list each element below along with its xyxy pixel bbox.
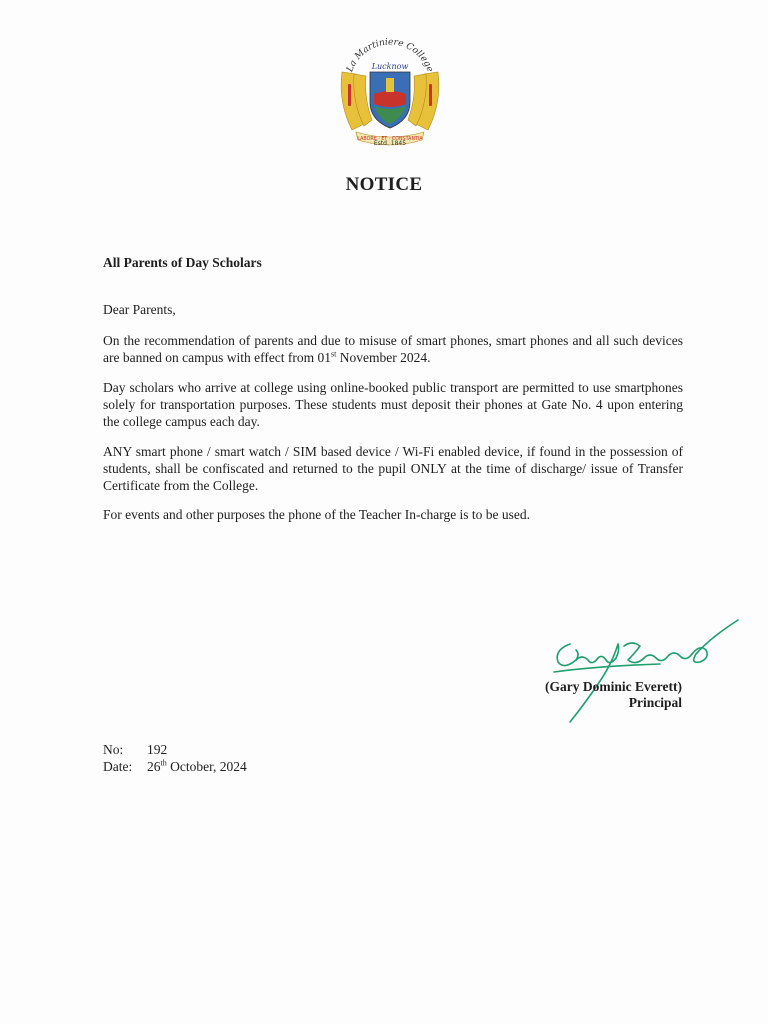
ordinal-suffix: st: [331, 349, 337, 359]
paragraph-ban-announcement: [103, 332, 683, 366]
notice-date-rest: October, 2024: [166, 759, 247, 774]
paragraph-transport-exception: Day scholars who arrive at college using online-booked public transport are permitted to use smartphones solely for transportation purposes. These students must deposit their phones at Gate No. 4 upon entering the college campus each day.: [103, 380, 683, 429]
notice-number-value: 192: [147, 742, 168, 757]
date-ordinal-suffix: th: [160, 758, 167, 768]
paragraph-teacher-phone: For events and other purposes the phone of the Teacher In-charge is to be used.: [103, 507, 531, 522]
salutation: Dear Parents,: [103, 302, 176, 317]
notice-number-row: [103, 742, 167, 758]
paragraph-ban-text-a: On the recommendation of parents and due to misuse of smart phones, smart phones and all such devices are banned on campus with effect from 01: [103, 333, 683, 365]
svg-text:La Martiniere College: La Martiniere College: [345, 37, 435, 74]
svg-text:LABORE · ET · CONSTANTIA: LABORE · ET · CONSTANTIA: [357, 137, 423, 142]
college-crest-logo: [330, 32, 450, 152]
notice-date-label: Date:: [103, 759, 133, 774]
established-year: Estd. 1845: [373, 140, 407, 147]
paragraph-confiscation-rule: ANY smart phone / smart watch / SIM based device / Wi-Fi enabled device, if found in the possession of students, shall be confiscated and returned to the pupil ONLY at the time of discharge/ issue of Transfer Certificate from the College.: [103, 444, 683, 493]
notice-number-label: No:: [103, 742, 124, 757]
notice-date-row: [103, 759, 247, 775]
signatory-title: Principal: [628, 695, 682, 710]
notice-title: NOTICE: [345, 174, 423, 195]
paragraph-ban-text-b: November 2024.: [336, 350, 431, 365]
svg-text:Lucknow: Lucknow: [371, 62, 409, 71]
addressee: All Parents of Day Scholars: [103, 255, 262, 270]
signatory-name: (Gary Dominic Everett): [545, 679, 682, 694]
notice-date-day: 26: [147, 759, 161, 774]
